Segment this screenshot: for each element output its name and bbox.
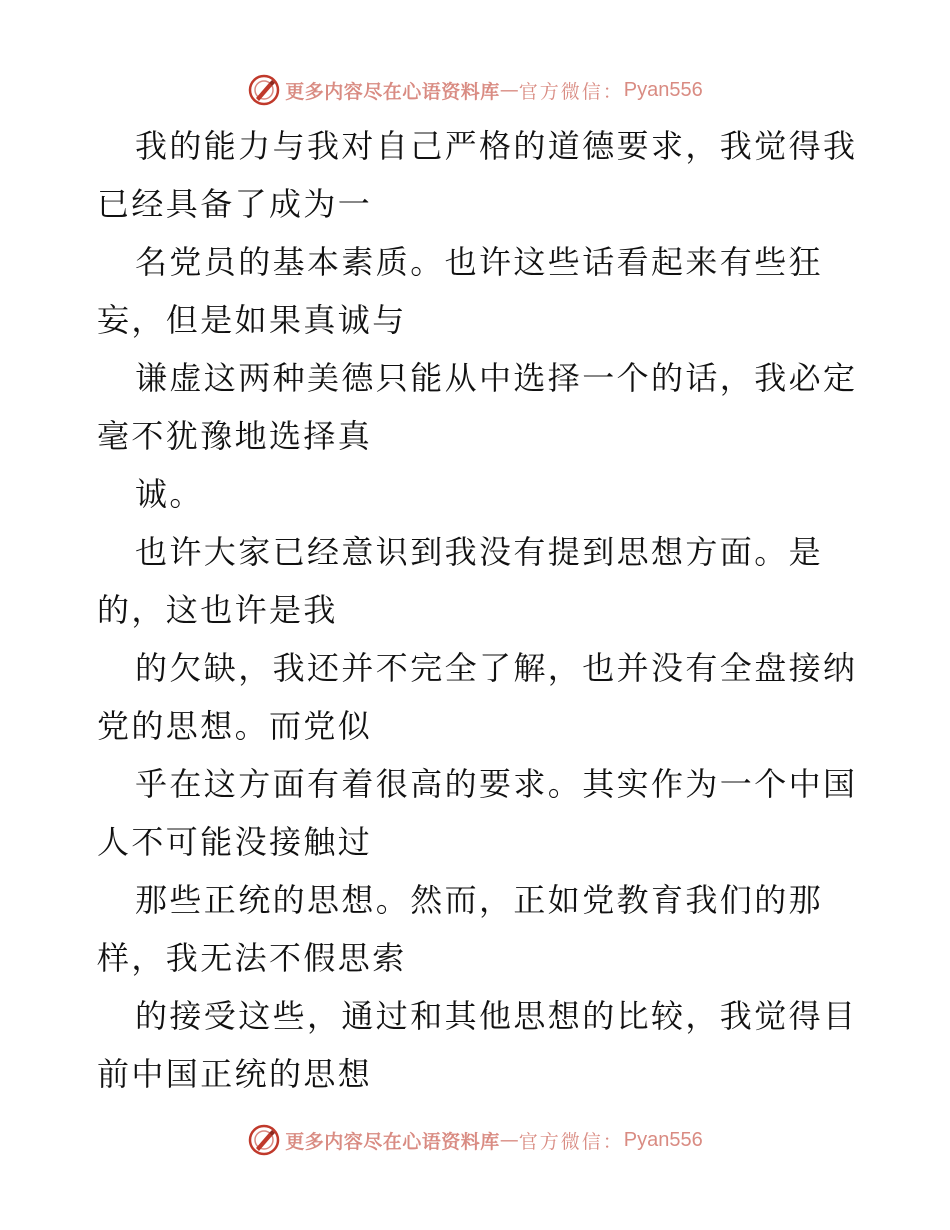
- paragraph-line: 妄，但是如果真诚与: [97, 301, 407, 339]
- wechat-label: 官方微信：: [518, 80, 624, 103]
- footer-watermark: [0, 1120, 950, 1160]
- header-watermark: [0, 70, 950, 110]
- paragraph: [97, 755, 857, 871]
- paragraph: [97, 639, 857, 755]
- paragraph-line: 的接受这些，通过和其他思想的比较，我觉得目: [135, 997, 858, 1035]
- separator: —: [499, 79, 519, 101]
- paragraph: [97, 117, 857, 233]
- paragraph-line: 乎在这方面有着很高的要求。其实作为一个中国: [135, 765, 858, 803]
- paragraph-line: 人不可能没接触过: [97, 823, 373, 861]
- paragraph-line: 毫不犹豫地选择真: [97, 417, 373, 455]
- document-body: [97, 117, 857, 1103]
- pen-logo-icon: [247, 73, 281, 107]
- paragraph: [97, 871, 857, 987]
- wechat-handle: Pyan556: [623, 78, 703, 101]
- paragraph-line: 也许大家已经意识到我没有提到思想方面。是: [135, 533, 824, 571]
- paragraph-line: 样，我无法不假思索: [97, 939, 407, 977]
- paragraph-line: 的，这也许是我: [97, 591, 338, 629]
- paragraph: [97, 523, 857, 639]
- paragraph-line: 党的思想。而党似: [97, 707, 373, 745]
- site-name: 更多内容尽在心语资料库: [285, 1130, 500, 1153]
- wechat-handle: Pyan556: [623, 1128, 703, 1151]
- pen-logo-icon: [247, 1123, 281, 1157]
- paragraph: [97, 233, 857, 349]
- paragraph-line: 诚。: [135, 475, 204, 513]
- wechat-label: 官方微信：: [518, 1130, 624, 1153]
- paragraph-line: 名党员的基本素质。也许这些话看起来有些狂: [135, 243, 824, 281]
- paragraph-line: 已经具备了成为一: [97, 185, 373, 223]
- paragraph-line: 谦虚这两种美德只能从中选择一个的话，我必定: [135, 359, 858, 397]
- paragraph: [97, 987, 857, 1103]
- paragraph-line: 那些正统的思想。然而，正如党教育我们的那: [135, 881, 824, 919]
- paragraph: [97, 465, 857, 523]
- paragraph: [97, 349, 857, 465]
- separator: —: [499, 1129, 519, 1151]
- paragraph-line: 的欠缺，我还并不完全了解，也并没有全盘接纳: [135, 649, 858, 687]
- paragraph-line: 我的能力与我对自己严格的道德要求，我觉得我: [135, 127, 858, 165]
- paragraph-line: 前中国正统的思想: [97, 1055, 373, 1093]
- site-name: 更多内容尽在心语资料库: [285, 80, 500, 103]
